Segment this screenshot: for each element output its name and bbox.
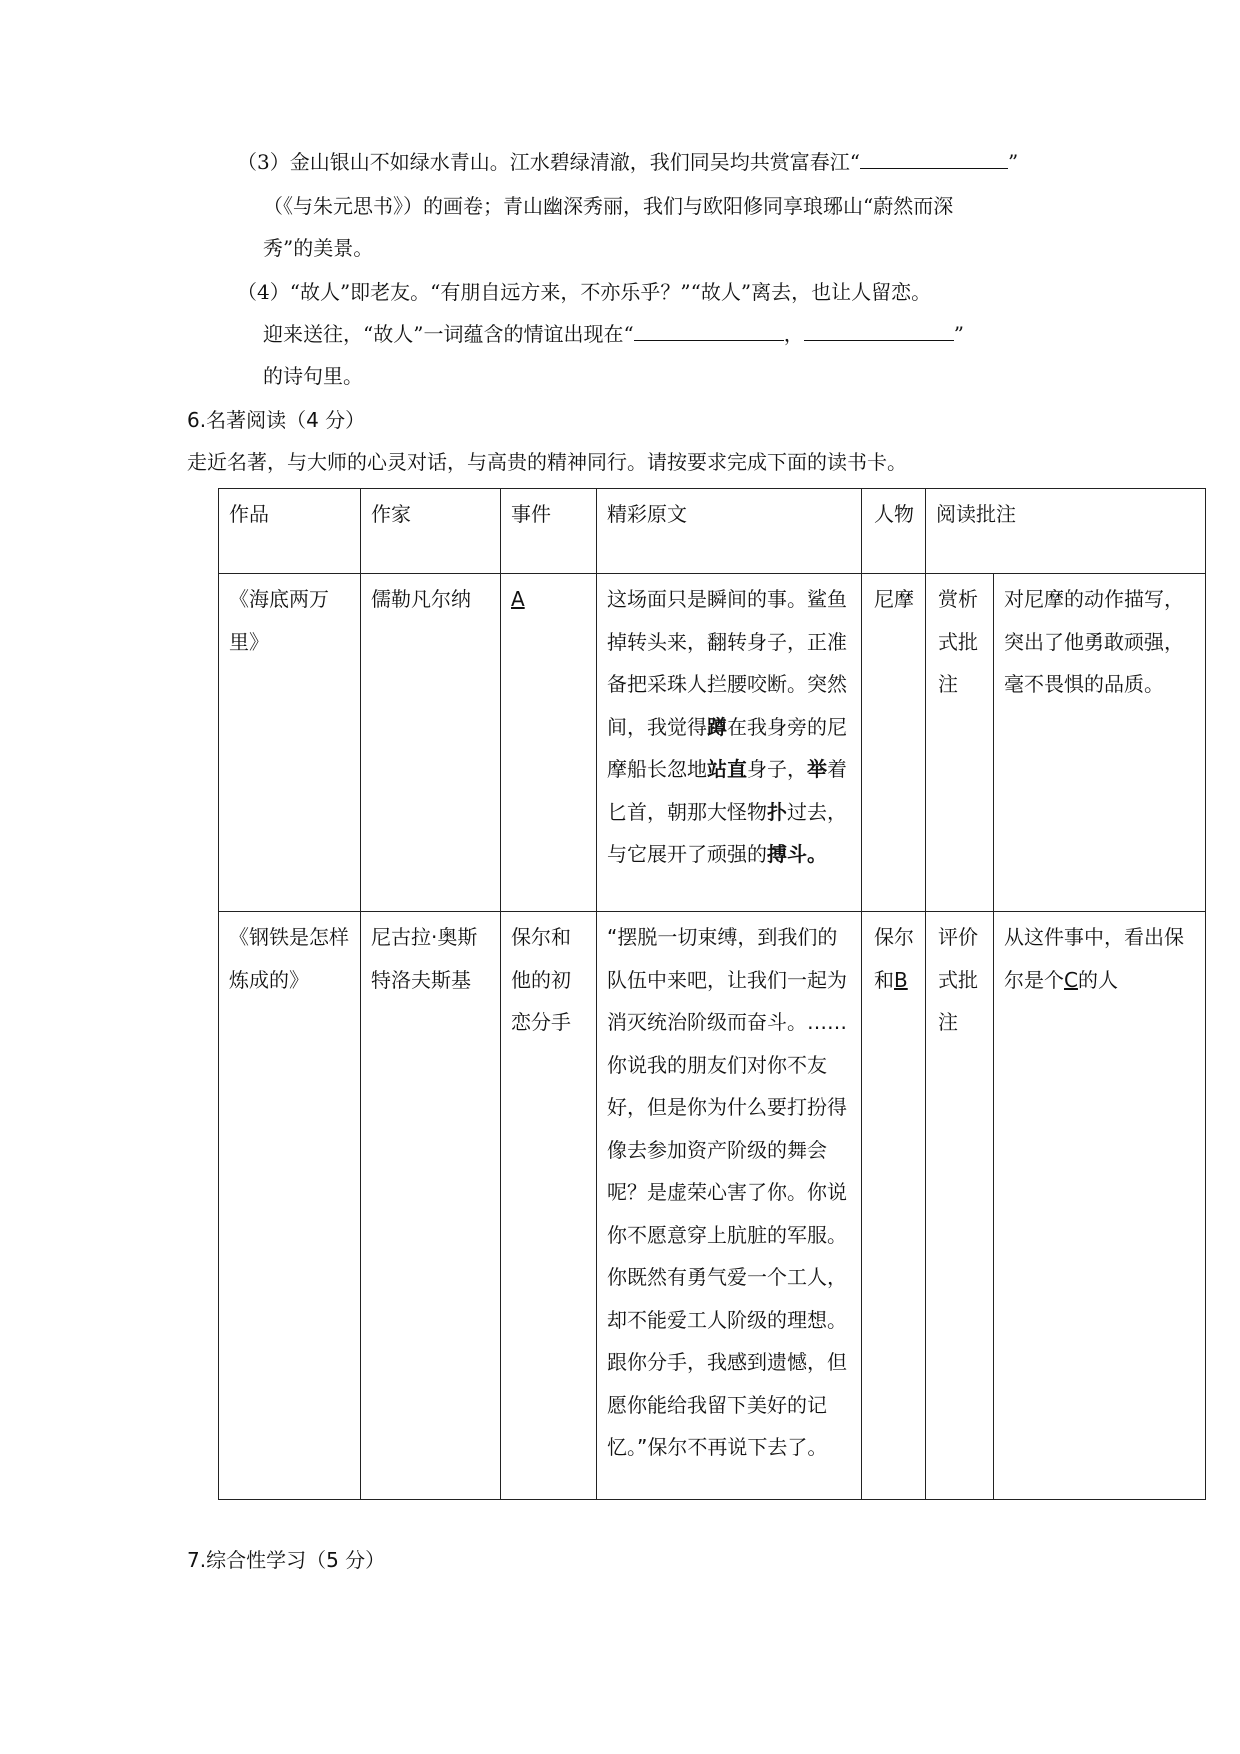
header-work: 作品 bbox=[219, 489, 361, 574]
row2-event: 保尔和他的初恋分手 bbox=[501, 912, 597, 1500]
header-annotation: 阅读批注 bbox=[926, 489, 1206, 574]
q6-intro: 走近名著，与大师的心灵对话，与高贵的精神同行。请按要求完成下面的读书卡。 bbox=[187, 450, 907, 474]
q7-title: 7.综合性学习（5 分） bbox=[187, 1548, 386, 1572]
table-row bbox=[219, 912, 1206, 1500]
row1-annotation-text: 对尼摩的动作描写，突出了他勇敢顽强，毫不畏惧的品质。 bbox=[994, 574, 1206, 912]
row1-annotation-type: 赏析式批注 bbox=[926, 574, 994, 912]
row2-author: 尼古拉·奥斯特洛夫斯基 bbox=[361, 912, 501, 1500]
blank-a[interactable]: A bbox=[511, 587, 525, 611]
row2-excerpt: “摆脱一切束缚，到我们的队伍中来吧，让我们一起为消灭统治阶级而奋斗。……你说我的朋友们对你不友好，但是你为什么要打扮得像去参加资产阶级的舞会呢？是虚荣心害了你。你说你不愿意穿上肮脏的军服。你既然有勇气爱一个工人，却不能爱工人阶级的理想。跟你分手，我感到遗憾，但愿你能给我留下美好的记忆。”保尔不再说下去了。 bbox=[597, 912, 862, 1500]
header-event: 事件 bbox=[501, 489, 597, 574]
row2-annotation-text: 从这件事中，看出保尔是个C的人 bbox=[994, 912, 1206, 1500]
reading-card-table bbox=[218, 488, 1206, 1500]
q5-item3-line3: 秀”的美景。 bbox=[263, 236, 374, 260]
table-row bbox=[219, 574, 1206, 912]
header-author: 作家 bbox=[361, 489, 501, 574]
row2-character: 保尔和B bbox=[862, 912, 926, 1500]
q5-item4-line1: （4）“故人”即老友。“有朋自远方来，不亦乐乎？”“故人”离去，也让人留恋。 bbox=[237, 280, 932, 304]
q5-item3-line2: （《与朱元思书》）的画卷；青山幽深秀丽，我们与欧阳修同享琅琊山“蔚然而深 bbox=[263, 194, 954, 218]
answer-blank[interactable] bbox=[804, 320, 954, 341]
q5-item3-line1: （3）金山银山不如绿水青山。江水碧绿清澈，我们同吴均共赏富春江“ ” bbox=[237, 150, 1019, 174]
row1-character: 尼摩 bbox=[862, 574, 926, 912]
row1-work: 《海底两万里》 bbox=[219, 574, 361, 912]
header-character: 人物 bbox=[862, 489, 926, 574]
q5-item4-line2: 迎来送往，“故人”一词蕴含的情谊出现在“ ， ” bbox=[263, 322, 964, 346]
row2-work: 《钢铁是怎样炼成的》 bbox=[219, 912, 361, 1500]
answer-blank[interactable] bbox=[634, 320, 784, 341]
blank-b[interactable]: B bbox=[894, 967, 908, 992]
q6-title: 6.名著阅读（4 分） bbox=[187, 408, 366, 432]
header-excerpt: 精彩原文 bbox=[597, 489, 862, 574]
row2-annotation-type: 评价式批注 bbox=[926, 912, 994, 1500]
row1-author: 儒勒凡尔纳 bbox=[361, 574, 501, 912]
answer-blank[interactable] bbox=[860, 148, 1008, 169]
q5-item4-line3: 的诗句里。 bbox=[263, 364, 363, 388]
blank-c[interactable]: C bbox=[1064, 967, 1078, 992]
row1-excerpt: 这场面只是瞬间的事。鲨鱼掉转头来，翻转身子，正准备把采珠人拦腰咬断。突然间，我觉得蹲在我身旁的尼摩船长忽地站直身子，举着匕首，朝那大怪物扑过去，与它展开了顽强的搏斗。 bbox=[597, 574, 862, 912]
table-header-row bbox=[219, 489, 1206, 574]
